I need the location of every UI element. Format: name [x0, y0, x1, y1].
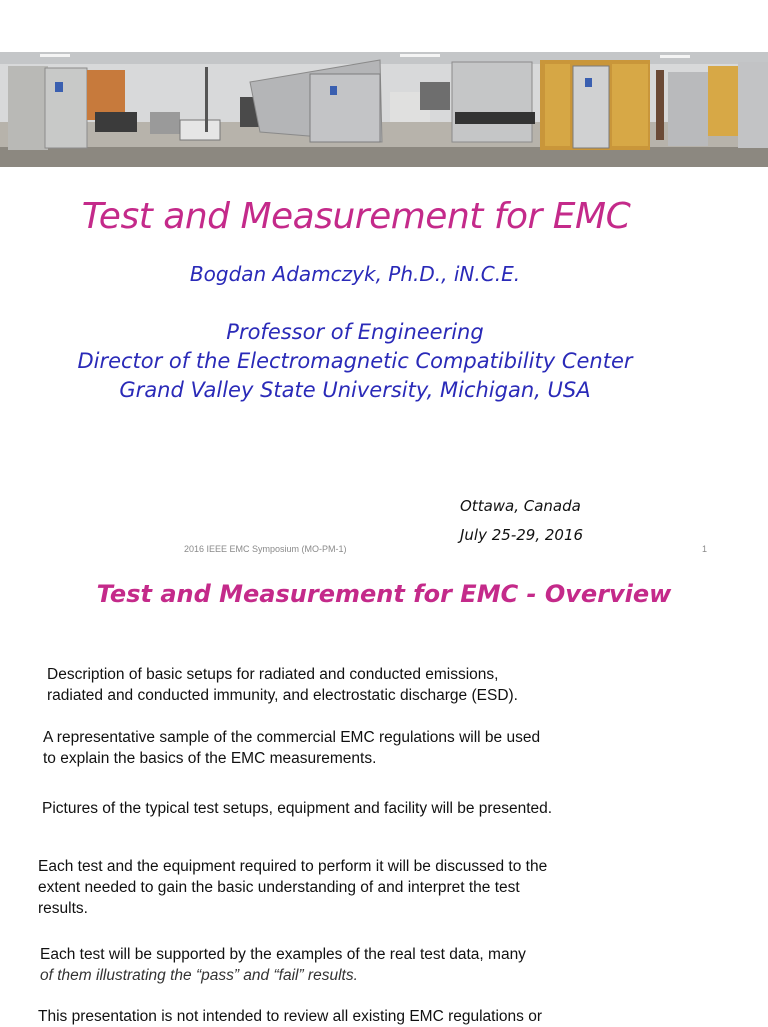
page-number: 1	[702, 544, 708, 554]
paragraph-line: Pictures of the typical test setups, equipment and facility will be presented.	[42, 800, 553, 817]
overview-paragraph-setups	[47, 664, 518, 706]
author-name: Bogdan Adamczyk, Ph.D., iN.C.E.	[189, 262, 521, 286]
overview-title: Test and Measurement for EMC - Overview	[96, 580, 672, 608]
overview-paragraph-tests	[38, 856, 547, 919]
overview-paragraph-examples	[40, 944, 526, 986]
overview-paragraph-regulations	[43, 727, 540, 769]
date: July 25-29, 2016	[460, 526, 584, 544]
paragraph-line: radiated and conducted immunity, and electrostatic discharge (ESD).	[47, 687, 518, 704]
location: Ottawa, Canada	[460, 497, 581, 515]
paragraph-line: of them illustrating the “pass” and “fail” results.	[40, 967, 358, 984]
paragraph-line: Each test and the equipment required to perform it will be discussed to the	[38, 858, 548, 875]
affiliation-line-2: Director of the Electromagnetic Compatibility Center	[77, 349, 633, 373]
paragraph-line: results.	[38, 900, 88, 917]
lab-panorama-illustration	[0, 52, 768, 167]
slide-title: Test and Measurement for EMC	[81, 196, 631, 237]
paragraph-line: A representative sample of the commercial EMC regulations will be used	[43, 729, 541, 746]
overview-paragraph-pictures	[42, 798, 552, 819]
paragraph-line: This presentation is not intended to review all existing EMC regulations or	[38, 1008, 543, 1025]
footer-text: 2016 IEEE EMC Symposium (MO-PM-1)	[184, 544, 347, 554]
affiliation-line-1: Professor of Engineering	[226, 320, 484, 344]
paragraph-line: Description of basic setups for radiated and conducted emissions,	[47, 666, 499, 683]
paragraph-line: to explain the basics of the EMC measurements.	[43, 750, 377, 767]
paragraph-line: extent needed to gain the basic understanding of and interpret the test	[38, 879, 520, 896]
lab-panorama-photo	[0, 52, 768, 167]
paragraph-line: Each test will be supported by the examples of the real test data, many	[40, 946, 526, 963]
affiliation-line-3: Grand Valley State University, Michigan, USA	[119, 378, 591, 402]
